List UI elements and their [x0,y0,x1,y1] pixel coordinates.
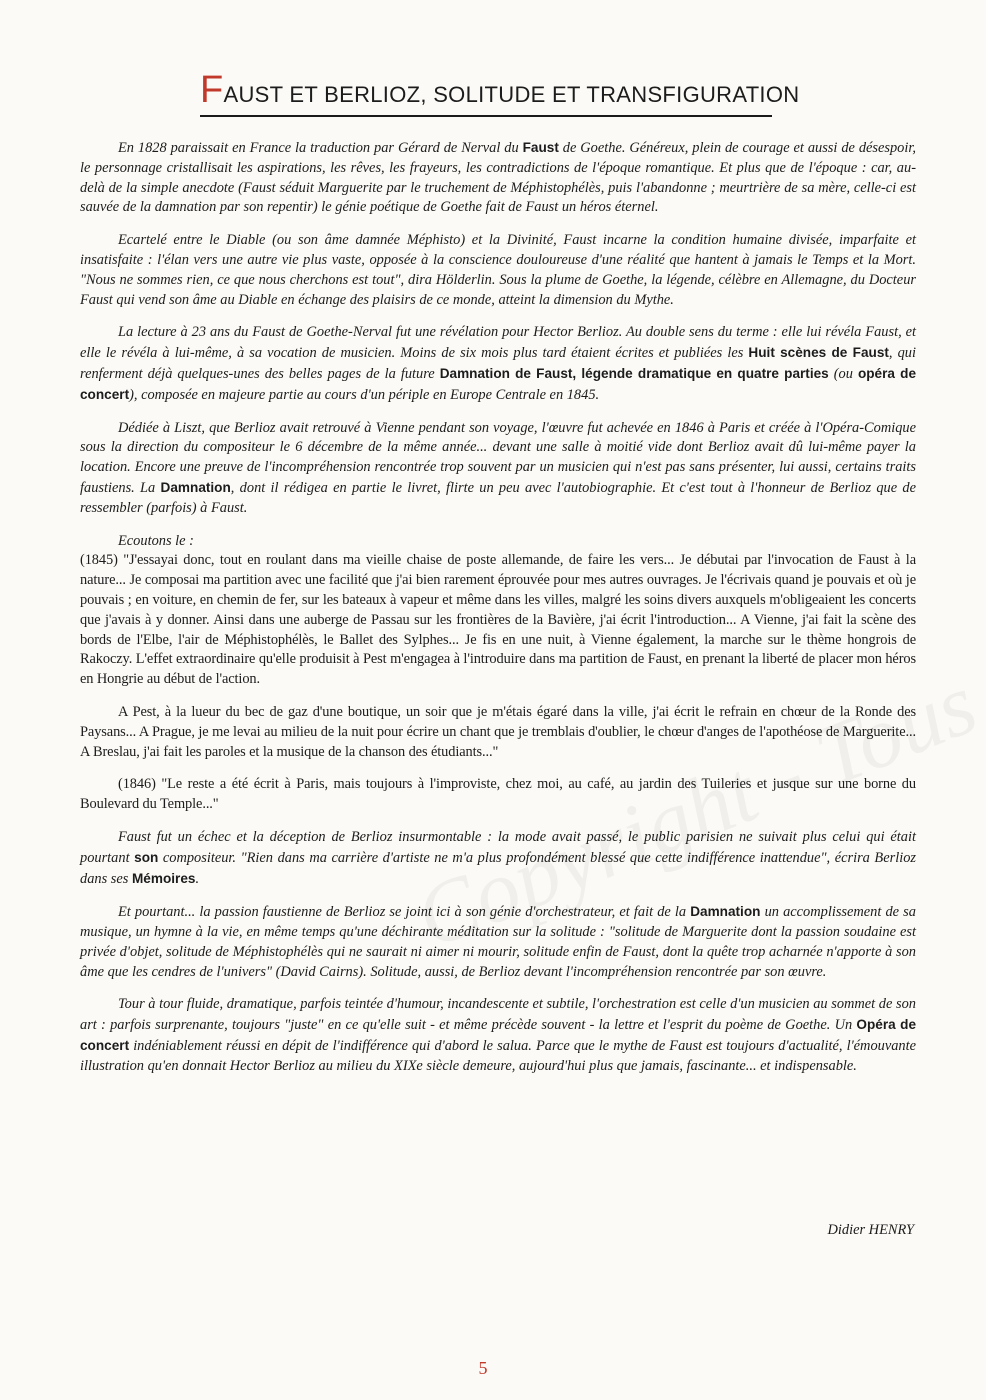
text-run: Dédiée à Liszt, que Berlioz avait retrouvé à Vienne pendant son voyage, l'œuvre fut achevée en 1846 à Paris et créée à l'Opéra-Comique sous la direction du compositeur le 6 décembre de la même année... devant une salle à moitié vide dont Berlioz avait dû lui-même payer la location. Encore une preuve de l'incompréhension rencontrée trop souvent par un musicien qui n'est pas sans présenter, lui aussi, certains traits faustiens. La [80,419,916,496]
text-run: ), composée en majeure partie au cours d'un périple en Europe Centrale en 1845. [129,386,600,403]
bold-term: Damnation de Faust, légende dramatique en quatre parties [439,365,829,381]
article-body [80,138,916,1090]
paragraph-faust-condition [80,231,916,310]
quote-1846: (1846) "Le reste a été écrit à Paris, mais toujours à l'improviste, chez moi, au café, au jardin des Tuileries et jusque sur une borne du Boulevard du Temple..." [80,776,916,813]
text-run: , qui renferment déjà quelques-unes des belles pages de la future [80,345,916,382]
bold-term: Faust [522,140,559,155]
page-number: 5 [478,1358,488,1378]
text-run: , dont il rédigea en partie le livret, flirte un peu avec l'autobiographie. Et c'est tout à l'honneur de Berlioz que de ressembler (parfois) à Faust. [80,479,916,516]
bold-term: opéra de concert [80,365,917,402]
text-run: La lecture à 23 ans du Faust de Goethe-Nerval fut une révélation pour Hector Berlioz. Au double sens du terme : elle lui révéla Faust, et elle le révéla à lui-même, à sa vocation de musicien. Moins de six mois plus tard étaient écrites et publiées les [80,324,916,362]
text-run: Faust fut un échec et la déception de Berlioz insurmontable : la mode avait passé, le public parisien ne suivait plus celui qui était pourtant [80,828,916,866]
bold-term: Huit scènes de Faust [748,345,889,361]
bold-term: Damnation [160,479,231,495]
author-signature: Didier HENRY [827,1222,914,1238]
paragraph-echec [80,828,916,889]
bold-term: Mémoires [131,870,196,886]
title-text: AUST ET BERLIOZ, SOLITUDE ET TRANSFIGURATION [223,82,800,107]
text-run: En 1828 paraissait en France la traduction par Gérard de Nerval du [118,140,523,156]
bold-term: son [134,849,159,865]
quote-1845: (1845) "J'essayai donc, tout en roulant dans ma vieille chaise de poste allemande, de faire les vers... Je débutai par l'invocation de Faust à la nature... Je composai ma partition avec une facilité que j'ai bien rarement éprouvée pour mes autres ouvrages. Je l'écrivais quand je pouvais et où je pouvais ; en voiture, en chemin de fer, sur les bateaux à vapeur et même dans les villes, malgré les soins divers auxquels m'obligeaient les concerts que j'avais à y donner. Ainsi dans une auberge de Passau sur les frontières de la Bavière, j'ai écrit l'introduction... A Vienne, j'ai fait la scène des bords de l'Elbe, l'air de Méphistophélès, le Ballet des Sylphes... Je fis en une nuit, à Vienne également, la marche sur le thème hongrois de Rakoczy. L'effet extraordinaire qu'elle produisit à Pest m'engagea à l'introduire dans ma partition de Faust, en prenant la liberté de placer mon héros en Hongrie au début de l'action. [80,552,916,688]
paragraph-creation [80,419,916,519]
paragraph-orchestration [80,995,916,1076]
text-run: indéniablement réussi en dépit de l'indifférence qui d'abord le salua. Parce que le mythe de Faust est toujours d'actualité, l'émouvante illustration qu'en donnait Hector Berlioz au milieu du XIXe siècle demeure, aujourd'hui plus que jamais, fascinante... et indispensable. [80,1038,916,1074]
quote-pest: A Pest, à la lueur du bec de gaz d'une boutique, un soir que je m'étais égaré dans la ville, j'ai écrit le refrain en chœur de la Ronde des Paysans... A Prague, je me levai au milieu de la nuit pour écrire un chant que je tremblais d'oublier, le chœur d'anges de l'apothéose de Marguerite... A Breslau, j'ai fait les paroles et la musique de la chanson des étudiants..." [80,703,916,760]
paragraph-ecoutons: Ecoutons le : [118,532,194,549]
text-run: (ou [828,365,858,382]
bold-term: Opéra de concert [80,1017,917,1054]
text-run: un accomplissement de sa musique, un hymne à la vie, en même temps qu'une déchirante méditation sur la solitude : "solitude de Marguerite dont la passion soudaine est privée d'objet, solitude de Méphistophélès qui ne saurait ni aimer ni mourir, solitude enfin de Faust, dont la quête trop acharnée n'apporte à son âme que les cendres de l'univers" (David Cairns). Solitude, aussi, de Berlioz devant l'incompréhension rencontrée par son œuvre. [80,904,916,980]
article-title [200,69,800,117]
text-run: . [195,870,200,887]
paragraph-intro [80,138,916,218]
text-run: compositeur. "Rien dans ma carrière d'artiste ne m'a plus profondément blessé que cette indifférence inattendue", écrira Berlioz dans ses [80,849,916,887]
text-run: Et pourtant... la passion faustienne de Berlioz se joint ici à son génie d'orchestrateur, et fait de la [118,904,691,921]
text-run: Ecartelé entre le Diable (ou son âme damnée Méphisto) et la Divinité, Faust incarne la condition humaine divisée, imparfaite et insatisfaite : l'élan vers une autre vie plus vaste, opposée à la conscience douloureuse d'une réalité que hantent à jamais le Temps et la Mort. "Nous ne sommes rien, ce que nous cherchons est tout", dira Hölderlin. Sous la plume de Goethe, la légende, célèbre en Allemagne, du Docteur Faust qui vend son âme au Diable en échange des plaisirs de ce monde, atteint la dimension du Mythe. [80,232,916,308]
paragraph-berlioz-revelation [80,323,916,405]
text-run: Tour à tour fluide, dramatique, parfois teintée d'humour, incandescente et subtile, l'orchestration est celle d'un musicien au sommet de son art : parfois surprenante, toujours "juste" en ce qu'elle suit - et même précède souvent - la lettre et l'esprit du poème de Goethe. Un [80,996,916,1034]
text-run: de Goethe. Généreux, plein de courage et aussi de désespoir, le personnage cristallisait les aspirations, les rêves, les frayeurs, les contradictions de l'époque romantique. Et plus que de l'époque : car, au-delà de la simple anecdote (Faust séduit Marguerite par le truchement de Méphistophélès, puis l'abandonne ; meurtrière de sa mère, celle-ci est sauvée de la damnation par son repentir) le génie poétique de Goethe fait de Faust un héros éternel. [80,140,916,216]
paragraph-pourtant [80,902,916,982]
title-initial: F [200,69,224,111]
bold-term: Damnation [690,904,761,920]
